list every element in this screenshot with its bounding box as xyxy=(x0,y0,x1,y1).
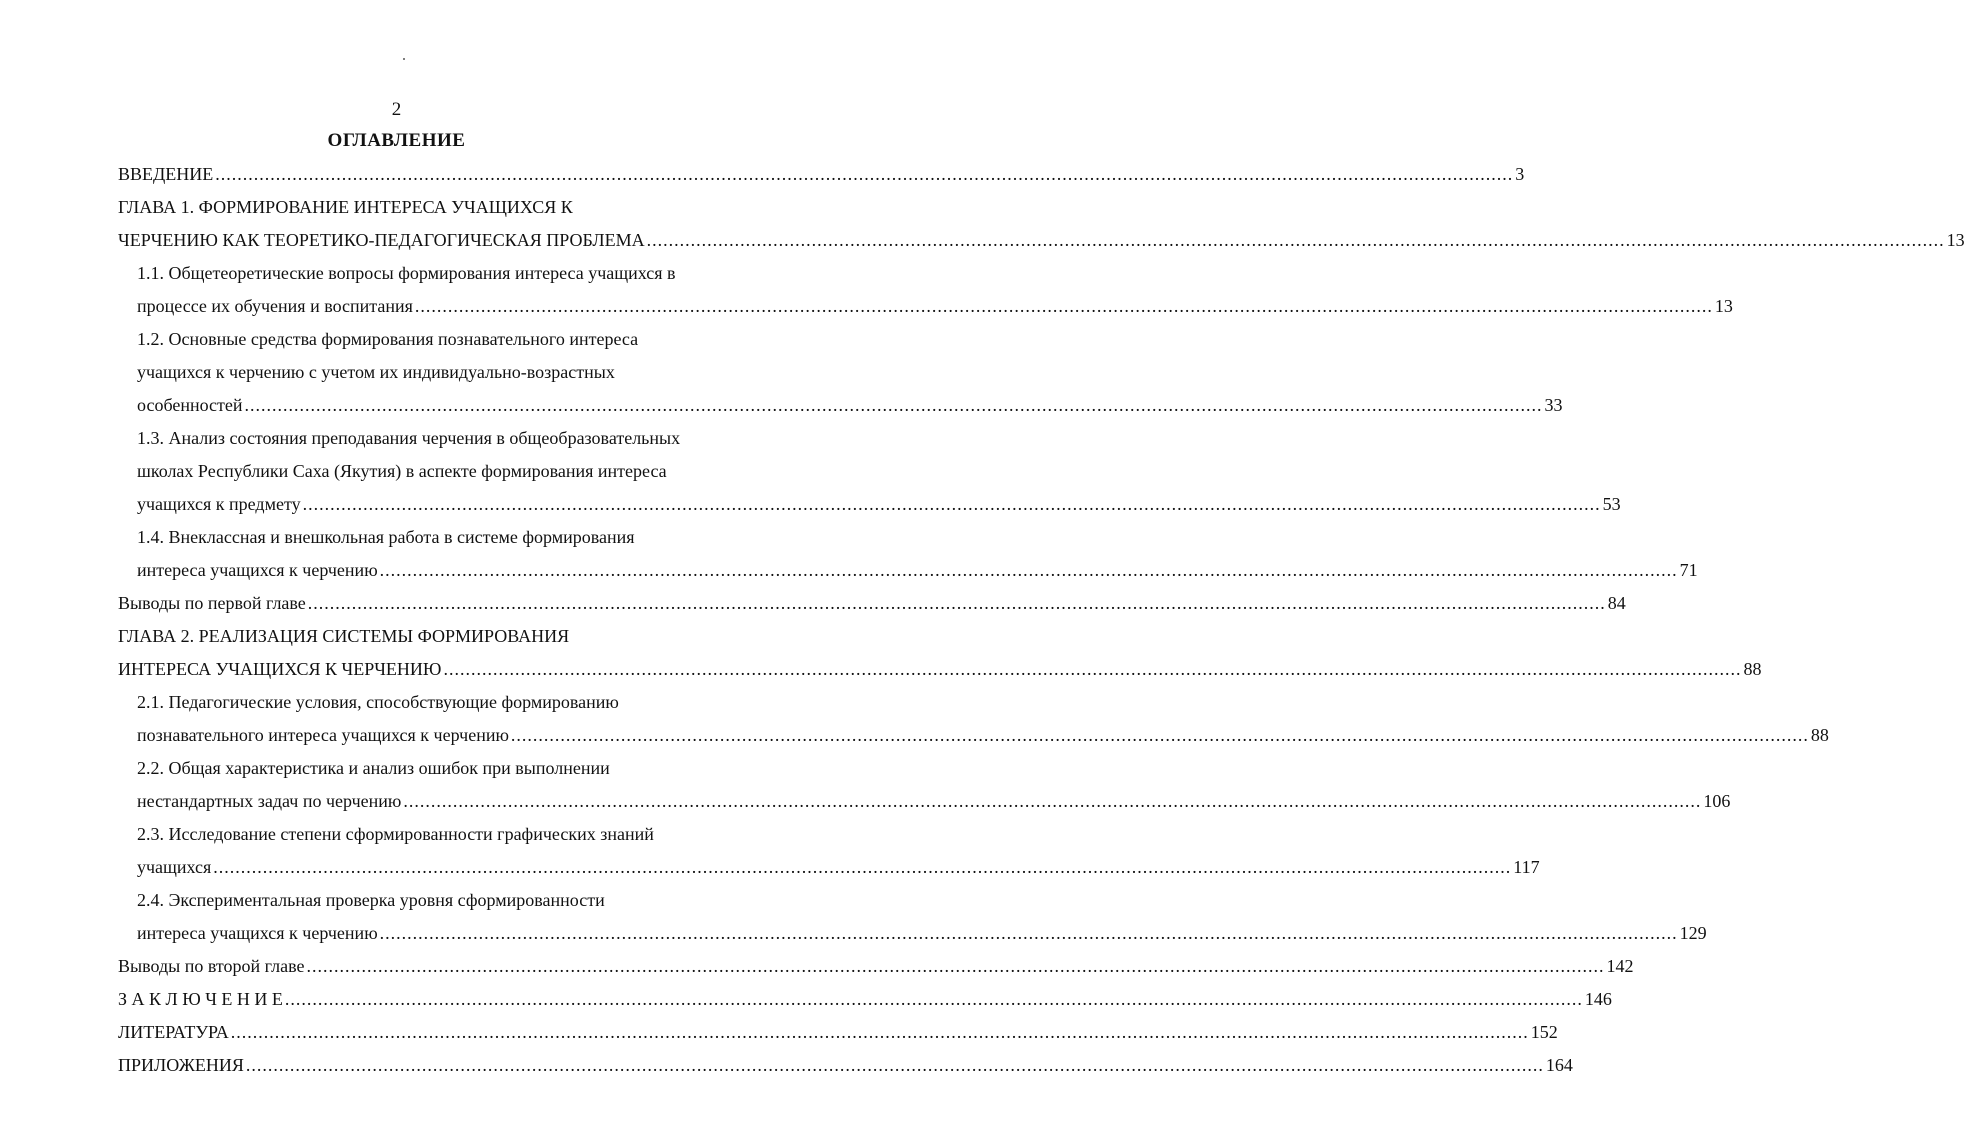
toc-entry-page-number: 146 xyxy=(1584,989,1612,1009)
toc-entry-text-line: школах Республики Саха (Якутия) в аспекте формирования интереса xyxy=(137,461,667,481)
toc-entry-title: учащихся xyxy=(137,857,212,877)
scan-speck xyxy=(403,58,405,60)
toc-entry-title: особенностей xyxy=(137,395,243,415)
dot-leader xyxy=(308,587,1606,620)
toc-entry-title: З А К Л Ю Ч Е Н И Е xyxy=(118,989,283,1009)
toc-entry-page-number: 129 xyxy=(1679,923,1707,943)
dot-leader xyxy=(246,1049,1544,1082)
toc-entry-leader-line xyxy=(137,917,1707,950)
toc-entry-leader-line xyxy=(137,719,1829,752)
dot-leader xyxy=(380,917,1678,950)
toc-entry xyxy=(118,191,1965,257)
toc-entry xyxy=(118,422,1621,521)
toc-entry xyxy=(118,884,1707,950)
dot-leader xyxy=(511,719,1809,752)
toc-entry-title: ЛИТЕРАТУРА xyxy=(118,1022,229,1042)
toc-entry-page-number: 152 xyxy=(1530,1022,1558,1042)
table-of-contents xyxy=(118,158,1965,1082)
dot-leader xyxy=(403,785,1701,818)
toc-entry-text-line: 2.3. Исследование степени сформированности графических знаний xyxy=(137,824,654,844)
toc-entry-leader-line xyxy=(118,158,1525,191)
toc-entry-text-line: 2.4. Экспериментальная проверка уровня сформированности xyxy=(137,890,605,910)
toc-entry-text-line: ГЛАВА 1. ФОРМИРОВАНИЕ ИНТЕРЕСА УЧАЩИХСЯ К xyxy=(118,197,573,217)
toc-entry-text-line: 1.4. Внеклассная и внешкольная работа в системе формирования xyxy=(137,527,635,547)
toc-entry-text-line: учащихся к черчению с учетом их индивидуально-возрастных xyxy=(137,362,615,382)
toc-entry xyxy=(118,257,1733,323)
toc-entry-page-number: 53 xyxy=(1602,494,1621,514)
toc-entry-title: интереса учащихся к черчению xyxy=(137,923,378,943)
toc-entry-text-line: ГЛАВА 2. РЕАЛИЗАЦИЯ СИСТЕМЫ ФОРМИРОВАНИЯ xyxy=(118,626,570,646)
toc-entry-text-line: 2.1. Педагогические условия, способствующие формированию xyxy=(137,692,619,712)
toc-entry-leader-line xyxy=(137,290,1733,323)
toc-entry-text-line: 1.1. Общетеоретические вопросы формирования интереса учащихся в xyxy=(137,263,676,283)
toc-entry-page-number: 33 xyxy=(1544,395,1563,415)
toc-entry-title: учащихся к предмету xyxy=(137,494,301,514)
toc-entry-leader-line xyxy=(118,950,1634,983)
toc-entry-page-number: 13 xyxy=(1946,230,1965,250)
toc-entry xyxy=(118,1016,1558,1049)
toc-entry xyxy=(118,983,1612,1016)
toc-entry-text-line: 2.2. Общая характеристика и анализ ошибок при выполнении xyxy=(137,758,610,778)
dot-leader xyxy=(231,1016,1529,1049)
dot-leader xyxy=(213,851,1511,884)
toc-entry xyxy=(118,818,1540,884)
dot-leader xyxy=(380,554,1678,587)
toc-entry-leader-line xyxy=(118,1049,1573,1082)
toc-entry-text-line: 1.2. Основные средства формирования познавательного интереса xyxy=(137,329,639,349)
dot-leader xyxy=(215,158,1513,191)
dot-leader xyxy=(415,290,1713,323)
toc-entry-page-number: 71 xyxy=(1679,560,1698,580)
toc-entry-page-number: 106 xyxy=(1703,791,1731,811)
toc-entry-page-number: 117 xyxy=(1513,857,1540,877)
toc-entry-title: познавательного интереса учащихся к черчению xyxy=(137,725,509,745)
toc-entry-title: ВВЕДЕНИЕ xyxy=(118,164,214,184)
toc-entry-title: Выводы по второй главе xyxy=(118,956,305,976)
toc-entry-page-number: 142 xyxy=(1606,956,1634,976)
toc-entry-leader-line xyxy=(137,488,1621,521)
toc-entry-leader-line xyxy=(137,554,1698,587)
toc-entry-leader-line xyxy=(137,389,1563,422)
dot-leader xyxy=(303,488,1601,521)
toc-entry xyxy=(118,158,1525,191)
toc-entry-leader-line xyxy=(118,224,1965,257)
toc-entry-leader-line xyxy=(118,587,1626,620)
toc-entry-page-number: 88 xyxy=(1743,659,1762,679)
toc-entry-title: нестандартных задач по черчению xyxy=(137,791,402,811)
toc-entry-leader-line xyxy=(118,1016,1558,1049)
toc-entry-leader-line xyxy=(137,785,1731,818)
toc-entry xyxy=(118,323,1563,422)
page-number: 2 xyxy=(391,99,402,120)
toc-entry-page-number: 164 xyxy=(1545,1055,1573,1075)
toc-entry-leader-line xyxy=(137,851,1540,884)
dot-leader xyxy=(285,983,1583,1016)
toc-entry-text-line: 1.3. Анализ состояния преподавания черчения в общеобразовательных xyxy=(137,428,681,448)
toc-entry xyxy=(118,521,1698,587)
toc-entry-page-number: 13 xyxy=(1714,296,1733,316)
toc-entry xyxy=(118,587,1626,620)
dot-leader xyxy=(443,653,1741,686)
toc-entry xyxy=(118,1049,1573,1082)
dot-leader xyxy=(245,389,1543,422)
page-title: ОГЛАВЛЕНИЕ xyxy=(327,130,466,151)
dot-leader xyxy=(306,950,1604,983)
toc-entry-leader-line xyxy=(118,653,1762,686)
toc-entry-page-number: 84 xyxy=(1607,593,1626,613)
toc-entry-leader-line xyxy=(118,983,1612,1016)
toc-entry xyxy=(118,950,1634,983)
toc-entry-title: Выводы по первой главе xyxy=(118,593,306,613)
toc-entry-title: ИНТЕРЕСА УЧАЩИХСЯ К ЧЕРЧЕНИЮ xyxy=(118,659,442,679)
toc-entry xyxy=(118,686,1829,752)
toc-entry-page-number: 88 xyxy=(1810,725,1829,745)
toc-entry xyxy=(118,752,1731,818)
toc-entry-title: интереса учащихся к черчению xyxy=(137,560,378,580)
toc-entry-page-number: 3 xyxy=(1515,164,1525,184)
toc-entry-title: ПРИЛОЖЕНИЯ xyxy=(118,1055,244,1075)
toc-entry-title: ЧЕРЧЕНИЮ КАК ТЕОРЕТИКО-ПЕДАГОГИЧЕСКАЯ ПРОБЛЕМА xyxy=(118,230,645,250)
dot-leader xyxy=(647,224,1945,257)
toc-entry-title: процессе их обучения и воспитания xyxy=(137,296,413,316)
toc-entry xyxy=(118,620,1762,686)
